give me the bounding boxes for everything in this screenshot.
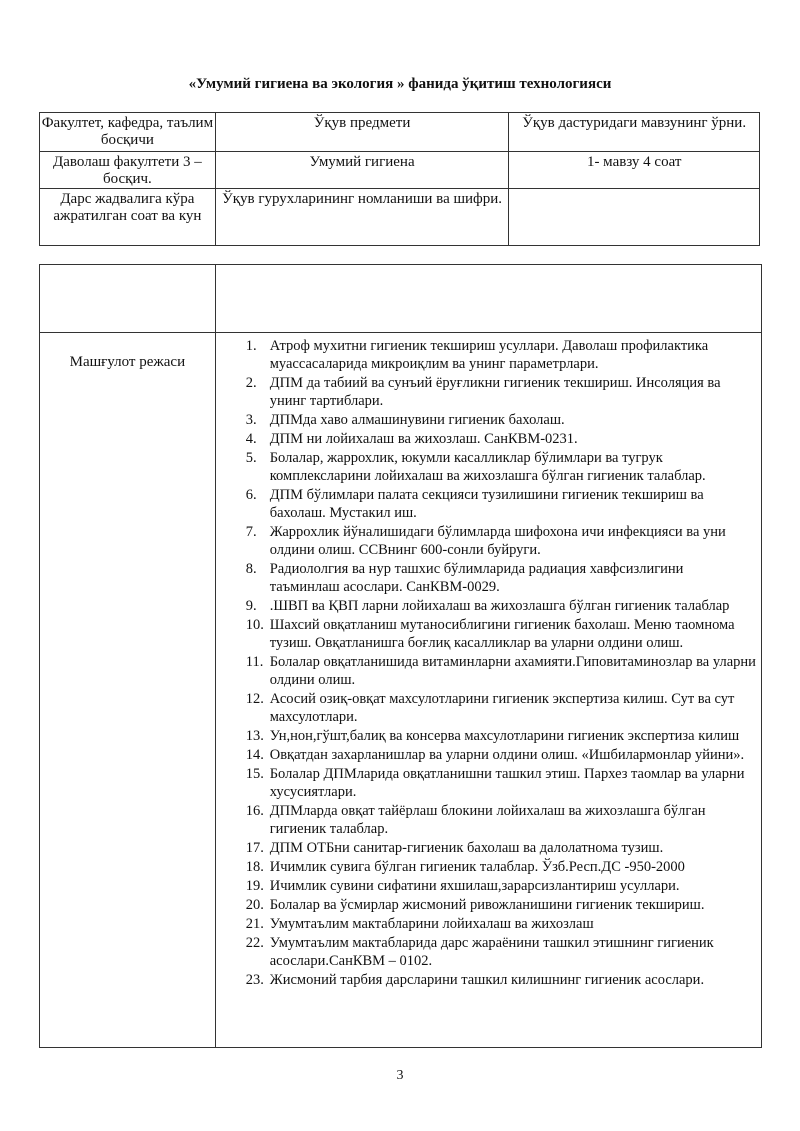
cell-faculty-value: Даволаш факултети 3 – босқич. [40,152,216,189]
topic-text: ДПМларда овқат тайёрлаш блокини лойихалаш ва жихозлашга бўлган гигиеник талаблар. [269,803,706,837]
topic-item [216,430,761,448]
topic-item [216,839,761,857]
topic-text: Жаррохлик йўналишидаги бўлимларда шифохона ичи инфекцияси ва уни олдини олиш. ССВнинг 600-сонли буйруги. [269,524,726,558]
topic-item [216,727,761,745]
topic-item [216,411,761,429]
topic-number: 10. [245,617,264,633]
topic-number: 14. [245,747,264,763]
topic-number: 2. [245,375,257,391]
topic-item [216,896,761,914]
topic-text: Ун,нон,гўшт,балиқ ва консерва махсулотларини гигиеник экспертиза килиш [269,728,740,744]
cell-topic-place-value: 1- мавзу 4 соат [509,152,760,189]
topic-text: Шахсий овқатланиш мутаносиблигини гигиеник бахолаш. Меню таомнома тузиш. Овқатланишга боғлиқ касалликлар ва уларни олдини олиш. [269,617,735,651]
topic-item [216,374,761,410]
cell-topic-place-header: Ўқув дастуридаги мавзунинг ўрни. [509,113,760,152]
plan-table [39,264,762,1048]
topic-item [216,337,761,373]
topic-item [216,746,761,764]
topic-text: ДПМда хаво алмашинувини гигиеник бахолаш. [269,412,565,428]
topic-number: 12. [245,691,264,707]
topic-item [216,597,761,615]
topic-item [216,915,761,933]
topic-item [216,802,761,838]
topic-number: 22. [245,935,264,951]
topic-text: Болалар овқатланишида витаминларни ахамияти.Гиповитаминозлар ва уларни олдини олиш. [269,654,756,688]
topic-text: Болалар, жаррохлик, юкумли касалликлар бўлимлари ва тугрук комплексларини лойихалаш ва жихозлашга бўлган гигиеник талаблар. [269,450,706,484]
topic-number: 13. [245,728,264,744]
topic-item [216,653,761,689]
topic-item [216,765,761,801]
topic-number: 21. [245,916,264,932]
topic-number: 9. [245,598,257,614]
topic-item [216,523,761,559]
topic-item [216,858,761,876]
topic-text: ДПМ да табиий ва сунъий ёруғликни гигиеник текшириш. Инсоляция ва унинг тартиблари. [269,375,721,409]
header-table [39,112,760,246]
topic-number: 11. [245,654,264,670]
page-number: 3 [396,1068,404,1083]
topic-number: 16. [245,803,264,819]
topic-item [216,560,761,596]
topic-text: Радиололгия ва нур ташхис бўлимларида радиация хавфсизлигини таъминлаш асослари. СанКВМ-0029. [269,561,684,595]
topic-number: 4. [245,431,257,447]
document-title: «Умумий гигиена ва экология » фанида ўқитиш технологияси [188,76,612,92]
topic-text: Болалар ДПМларида овқатланишни ташкил этиш. Пархез таомлар ва уларни хусусиятлари. [269,766,745,800]
topic-number: 7. [245,524,257,540]
cell-groups-label: Ўқув гурухларининг номланиши ва шифри. [215,189,509,246]
cell-hours-label: Дарс жадвалига кўра ажратилган соат ва кун [40,189,216,246]
cell-faculty-header: Факултет, кафедра, таълим босқичи [40,113,216,152]
topic-text: Умумтаълим мактабларида дарс жараёнини ташкил этишнинг гигиеник асослари.СанКВМ – 0102. [269,935,714,969]
topics-cell [215,333,761,1048]
topic-text: Ичимлик сувини сифатини яхшилаш,зарарсизлантириш усуллари. [269,878,680,894]
topic-item [216,486,761,522]
topic-number: 20. [245,897,264,913]
topic-text: Жисмоний тарбия дарсларини ташкил килишнинг гигиеник асослари. [269,972,705,988]
topic-number: 19. [245,878,264,894]
topic-number: 17. [245,840,264,856]
topic-item [216,449,761,485]
topic-number: 3. [245,412,257,428]
topics-list [216,337,761,989]
cell-empty [509,189,760,246]
blank-cell-left [40,265,216,333]
blank-cell-right [215,265,761,333]
topic-text: Умумтаълим мактабларини лойихалаш ва жихозлаш [269,916,594,932]
cell-subject-value: Умумий гигиена [215,152,509,189]
topic-item [216,934,761,970]
topic-text: ДПМ бўлимлари палата секцияси тузилишини гигиеник текшириш ва бахолаш. Мустакил иш. [269,487,704,521]
topic-number: 15. [245,766,264,782]
topic-number: 1. [245,338,257,354]
topic-text: Болалар ва ўсмирлар жисмоний ривожланишини гигиеник текшириш. [269,897,705,913]
topic-text: ДПМ ни лойихалаш ва жихозлаш. СанКВМ-0231. [269,431,578,447]
topic-number: 8. [245,561,257,577]
topic-text: Овқатдан захарланишлар ва уларни олдини олиш. «Ишбилармонлар уйини». [269,747,745,763]
plan-label: Машғулот режаси [40,333,216,1048]
topic-text: ДПМ ОТБни санитар-гигиеник бахолаш ва далолатнома тузиш. [269,840,664,856]
topic-text: .ШВП ва ҚВП ларни лойихалаш ва жихозлашга бўлган гигиеник талаблар [269,598,730,614]
topic-number: 6. [245,487,257,503]
topic-item [216,616,761,652]
topic-text: Ичимлик сувига бўлган гигиеник талаблар. Ўзб.Респ.ДС -950-2000 [269,859,685,875]
topic-number: 18. [245,859,264,875]
cell-subject-header: Ўқув предмети [215,113,509,152]
topic-number: 5. [245,450,257,466]
topic-item [216,971,761,989]
topic-item [216,690,761,726]
topic-number: 23. [245,972,264,988]
topic-item [216,877,761,895]
topic-text: Атроф мухитни гигиеник текшириш усуллари. Даволаш профилактика муассасаларида микроиқлим ва унинг параметрлари. [269,338,709,372]
topic-text: Асосий озиқ-овқат махсулотларини гигиеник экспертиза килиш. Сут ва сут махсулотлари. [269,691,735,725]
